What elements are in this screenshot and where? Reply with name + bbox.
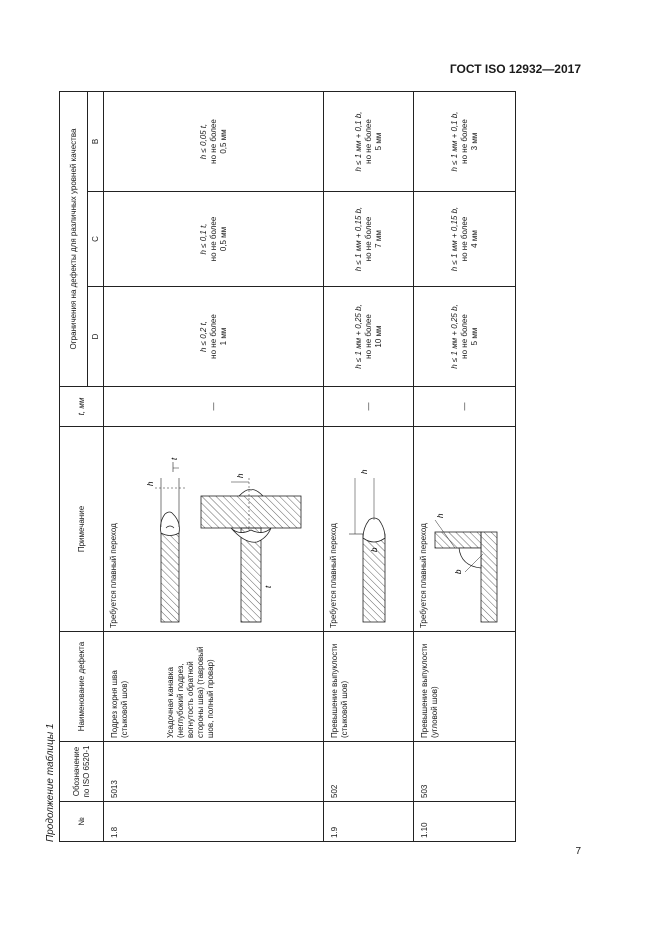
level-value: но не более <box>208 216 218 262</box>
level-value: но не более <box>459 216 469 262</box>
rotated-content <box>45 92 525 842</box>
defects-table <box>59 91 516 842</box>
level-value: 7 мм <box>373 230 383 248</box>
header-code: Обозначение по ISO 6520-1 <box>60 742 104 802</box>
level-formula: h ≤ 1 мм + 0,1 b, <box>449 111 459 172</box>
row-level-b <box>324 92 414 192</box>
level-value: 5 мм <box>469 327 479 346</box>
row-level-b <box>104 92 324 192</box>
level-value <box>450 195 460 283</box>
plate-shape <box>481 532 497 622</box>
row-name-part-b: Усадочная канавка (неглубокий подрез, вогнутость обратной стороны шва) (тавровый шов, полный провар) <box>166 646 215 738</box>
level-value: но не более <box>459 119 469 164</box>
level-value: 4 мм <box>469 230 479 248</box>
dim-label: b <box>370 547 379 552</box>
level-value: но не более <box>363 119 373 164</box>
level-value: но не более <box>363 314 373 359</box>
plate-shape <box>161 527 179 622</box>
level-value: 10 мм <box>373 325 383 348</box>
row-number: 1.10 <box>414 802 516 842</box>
level-value: но не более <box>208 314 218 359</box>
rotated-table-area <box>45 92 525 842</box>
dim-label: h <box>436 513 445 518</box>
row-level-b <box>414 92 516 192</box>
level-value: 0,5 мм <box>218 129 228 154</box>
header-num: № <box>60 802 104 842</box>
undercut-shape <box>239 490 263 496</box>
level-formula: h ≤ 0,1 t, <box>198 223 208 255</box>
row-note <box>414 427 516 632</box>
level-value <box>199 290 209 383</box>
level-value <box>354 195 364 283</box>
row-note <box>104 427 324 632</box>
row-t-value: — <box>324 387 414 427</box>
table-row <box>414 92 516 842</box>
row-level-d <box>414 287 516 387</box>
page-number: 7 <box>575 846 581 857</box>
row-name: Превышение выпуклости (стыковой шов) <box>324 632 414 742</box>
level-value: но не более <box>363 216 373 262</box>
fillet-weld-convexity-figure <box>431 430 507 628</box>
header-name: Наименование дефекта <box>60 632 104 742</box>
row-level-d <box>104 287 324 387</box>
header-t <box>60 387 104 427</box>
note-text: Требуется плавный переход <box>109 523 118 628</box>
level-formula: h ≤ 1 мм + 0,25 b, <box>353 304 363 369</box>
weld-bead-shape <box>231 528 271 542</box>
butt-weld-convexity-figure <box>341 430 405 628</box>
row-name: Превышение выпуклости (угловой шов) <box>414 632 516 742</box>
level-value: 0,5 мм <box>218 226 228 252</box>
row-note <box>324 427 414 632</box>
level-formula: h ≤ 0,2 t, <box>198 320 208 353</box>
dim-label: h <box>236 473 245 478</box>
level-value: 5 мм <box>373 132 383 151</box>
plate-shape <box>435 532 481 548</box>
row-name-part-a: Подрез корня шва (стыковой шов) <box>110 670 129 738</box>
root-undercut-figure <box>121 430 311 628</box>
level-formula: h ≤ 1 мм + 0,25 b, <box>449 304 459 369</box>
level-value: но не более <box>459 314 469 359</box>
row-level-c <box>324 192 414 287</box>
document-header: ГОСТ ISO 12932—2017 <box>449 62 581 76</box>
level-value <box>199 95 209 188</box>
header-level-b: B <box>88 92 104 192</box>
level-value <box>450 290 460 383</box>
weld-bead-shape <box>161 512 180 536</box>
row-number: 1.8 <box>104 802 324 842</box>
table-row <box>104 92 324 842</box>
dim-label: t <box>170 457 179 460</box>
row-level-d <box>324 287 414 387</box>
level-formula: h ≤ 1 мм + 0,15 b, <box>353 206 363 272</box>
note-text: Требуется плавный переход <box>419 523 428 628</box>
level-formula: h ≤ 1 мм + 0,1 b, <box>353 111 363 172</box>
row-number: 1.9 <box>324 802 414 842</box>
level-formula: h ≤ 0,05 t, <box>198 123 208 160</box>
table-header-row <box>60 92 88 842</box>
level-value <box>450 95 460 188</box>
level-value: но не более <box>208 119 218 164</box>
plate-shape <box>201 496 301 528</box>
table-row <box>324 92 414 842</box>
dim-label: t <box>264 585 273 588</box>
row-t-value: — <box>104 387 324 427</box>
weld-bead-shape <box>459 548 481 568</box>
row-t-value: — <box>414 387 516 427</box>
level-value: 3 мм <box>469 132 479 151</box>
row-level-c <box>414 192 516 287</box>
row-code: 503 <box>414 742 516 802</box>
row-level-c <box>104 192 324 287</box>
table-caption: Продолжение таблицы 1 <box>45 723 56 842</box>
level-value <box>199 195 209 283</box>
weld-bead-shape <box>363 518 385 542</box>
level-value <box>354 95 364 188</box>
header-limits: Ограничения на дефекты для различных уровней качества <box>60 92 88 387</box>
level-value: 1 мм <box>218 327 228 346</box>
header-t-label: t, мм <box>76 397 86 416</box>
dim-label: b <box>454 569 463 574</box>
row-code: 5013 <box>104 742 324 802</box>
dim-label: h <box>360 469 369 474</box>
level-formula: h ≤ 1 мм + 0,15 b, <box>449 206 459 272</box>
header-level-c: C <box>88 192 104 287</box>
header-note: Примечание <box>60 427 104 632</box>
row-name <box>104 632 324 742</box>
header-level-d: D <box>88 287 104 387</box>
row-code: 502 <box>324 742 414 802</box>
note-text: Требуется плавный переход <box>329 523 338 628</box>
level-value <box>354 290 364 383</box>
dim-label: h <box>146 481 155 486</box>
